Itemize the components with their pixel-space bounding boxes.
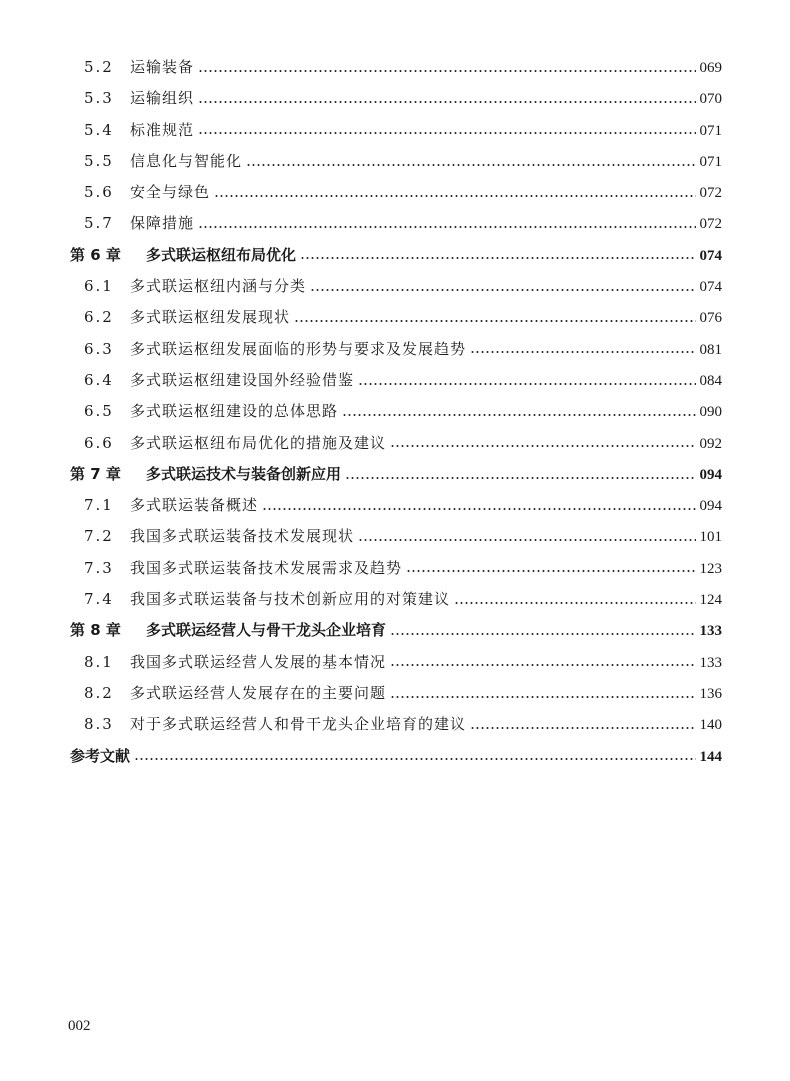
dot-leader <box>390 664 695 666</box>
toc-entry-page: 101 <box>699 529 722 546</box>
toc-entry-page: 133 <box>699 654 722 671</box>
toc-entry-title: 安全与绿色 <box>130 183 211 202</box>
toc-entry-title: 多式联运技术与装备创新应用 <box>146 464 342 483</box>
toc-entry-number: 第 8 章 <box>70 621 121 640</box>
toc-entry-title: 多式联运枢纽建设的总体思路 <box>130 402 339 421</box>
toc-section-entry[interactable] <box>70 52 722 83</box>
toc-entry-title: 多式联运枢纽发展现状 <box>130 308 291 327</box>
toc-section-entry[interactable] <box>70 678 722 709</box>
dot-leader <box>390 633 695 635</box>
toc-entry-title: 多式联运枢纽布局优化的措施及建议 <box>130 433 387 452</box>
toc-entry-number: 第 7 章 <box>70 464 121 483</box>
toc-entry-page: 123 <box>699 560 722 577</box>
toc-section-entry[interactable] <box>70 709 722 740</box>
toc-entry-page: 070 <box>699 91 722 108</box>
toc-entry-number: 7.2 <box>84 527 114 546</box>
dot-leader <box>342 414 695 416</box>
toc-section-entry[interactable] <box>70 302 722 333</box>
dot-leader <box>134 758 695 760</box>
toc-entry-page: 090 <box>699 404 722 421</box>
toc-entry-page: 144 <box>699 748 722 765</box>
toc-entry-number: 8.1 <box>84 652 114 671</box>
dot-leader <box>294 320 695 322</box>
dot-leader <box>406 570 695 572</box>
toc-entry-number: 6.4 <box>84 370 114 389</box>
toc-entry-title: 对于多式联运经营人和骨干龙头企业培育的建议 <box>130 715 467 734</box>
toc-entry-number: 5.5 <box>84 151 114 170</box>
toc-entry-page: 071 <box>699 122 722 139</box>
toc-entry-number: 5.4 <box>84 120 114 139</box>
toc-section-entry[interactable] <box>70 208 722 239</box>
toc-entry-title: 多式联运枢纽发展面临的形势与要求及发展趋势 <box>130 339 467 358</box>
toc-entry-title: 标准规范 <box>130 120 195 139</box>
toc-entry-number: 5.2 <box>84 58 114 76</box>
table-of-contents <box>70 52 722 772</box>
toc-entry-page: 094 <box>699 466 722 483</box>
toc-entry-title: 运输装备 <box>130 58 195 76</box>
toc-entry-number: 第 6 章 <box>70 245 121 264</box>
toc-entry-title: 运输组织 <box>130 89 195 108</box>
toc-section-entry[interactable] <box>70 271 722 302</box>
toc-entry-title: 我国多式联运装备技术发展需求及趋势 <box>130 558 403 577</box>
toc-chapter-entry[interactable] <box>70 459 722 490</box>
toc-chapter-entry[interactable] <box>70 240 722 271</box>
toc-section-entry[interactable] <box>70 115 722 146</box>
toc-entry-page: 072 <box>699 216 722 233</box>
dot-leader <box>300 257 695 259</box>
page-number: 002 <box>68 1018 91 1034</box>
toc-chapter-entry[interactable] <box>70 615 722 646</box>
toc-entry-page: 076 <box>699 310 722 327</box>
toc-entry-page: 069 <box>699 60 722 76</box>
toc-entry-page: 092 <box>699 435 722 452</box>
dot-leader <box>345 477 695 479</box>
dot-leader <box>198 101 695 103</box>
dot-leader <box>390 445 695 447</box>
dot-leader <box>246 164 695 166</box>
toc-entry-title: 多式联运经营人发展存在的主要问题 <box>130 683 387 702</box>
dot-leader <box>358 383 695 385</box>
toc-section-entry[interactable] <box>70 83 722 114</box>
toc-entry-page: 124 <box>699 592 722 609</box>
dot-leader <box>198 70 695 72</box>
toc-entry-title: 信息化与智能化 <box>130 151 243 170</box>
dot-leader <box>470 727 695 729</box>
toc-entry-title: 我国多式联运装备与技术创新应用的对策建议 <box>130 590 451 609</box>
toc-entry-title: 保障措施 <box>130 214 195 233</box>
toc-entry-title: 我国多式联运经营人发展的基本情况 <box>130 652 387 671</box>
toc-section-entry[interactable] <box>70 177 722 208</box>
dot-leader <box>198 132 695 134</box>
toc-entry-number: 8.3 <box>84 715 114 734</box>
toc-entry-page: 071 <box>699 153 722 170</box>
toc-entry-number: 6.3 <box>84 339 114 358</box>
toc-section-entry[interactable] <box>70 521 722 552</box>
toc-entry-number: 6.2 <box>84 308 114 327</box>
toc-entry-number: 5.7 <box>84 214 114 233</box>
dot-leader <box>214 195 695 197</box>
toc-entry-page: 136 <box>699 685 722 702</box>
toc-entry-page: 072 <box>699 185 722 202</box>
dot-leader <box>358 539 695 541</box>
toc-entry-number: 8.2 <box>84 683 114 702</box>
toc-entry-page: 084 <box>699 372 722 389</box>
dot-leader <box>470 351 695 353</box>
dot-leader <box>310 289 695 291</box>
toc-entry-page: 133 <box>699 623 722 640</box>
toc-entry-number: 7.3 <box>84 558 114 577</box>
toc-entry-page: 140 <box>699 717 722 734</box>
toc-entry-title: 多式联运经营人与骨干龙头企业培育 <box>146 621 387 640</box>
toc-chapter-entry[interactable] <box>70 741 722 772</box>
toc-section-entry[interactable] <box>70 490 722 521</box>
toc-section-entry[interactable] <box>70 428 722 459</box>
toc-section-entry[interactable] <box>70 584 722 615</box>
toc-entry-title: 我国多式联运装备技术发展现状 <box>130 527 355 546</box>
toc-section-entry[interactable] <box>70 396 722 427</box>
toc-entry-number: 6.5 <box>84 402 114 421</box>
toc-entry-title: 多式联运枢纽内涵与分类 <box>130 277 307 296</box>
toc-section-entry[interactable] <box>70 553 722 584</box>
dot-leader <box>454 602 695 604</box>
toc-entry-page: 081 <box>699 341 722 358</box>
toc-entry-number: 6.6 <box>84 433 114 452</box>
toc-section-entry[interactable] <box>70 146 722 177</box>
toc-entry-number: 5.3 <box>84 89 114 108</box>
toc-entry-title: 多式联运枢纽布局优化 <box>146 245 297 264</box>
toc-entry-number: 6.1 <box>84 277 114 296</box>
toc-entry-number: 7.1 <box>84 496 114 515</box>
toc-entry-number: 7.4 <box>84 590 114 609</box>
toc-entry-page: 074 <box>699 279 722 296</box>
toc-section-entry[interactable] <box>70 334 722 365</box>
toc-entry-title: 多式联运枢纽建设国外经验借鉴 <box>130 370 355 389</box>
toc-section-entry[interactable] <box>70 365 722 396</box>
toc-section-entry[interactable] <box>70 647 722 678</box>
toc-entry-page: 074 <box>699 247 722 264</box>
dot-leader <box>390 696 695 698</box>
toc-entry-number: 5.6 <box>84 183 114 202</box>
dot-leader <box>262 508 695 510</box>
toc-entry-title: 参考文献 <box>70 746 131 765</box>
dot-leader <box>198 226 695 228</box>
toc-entry-page: 094 <box>699 498 722 515</box>
toc-entry-title: 多式联运装备概述 <box>130 496 259 515</box>
